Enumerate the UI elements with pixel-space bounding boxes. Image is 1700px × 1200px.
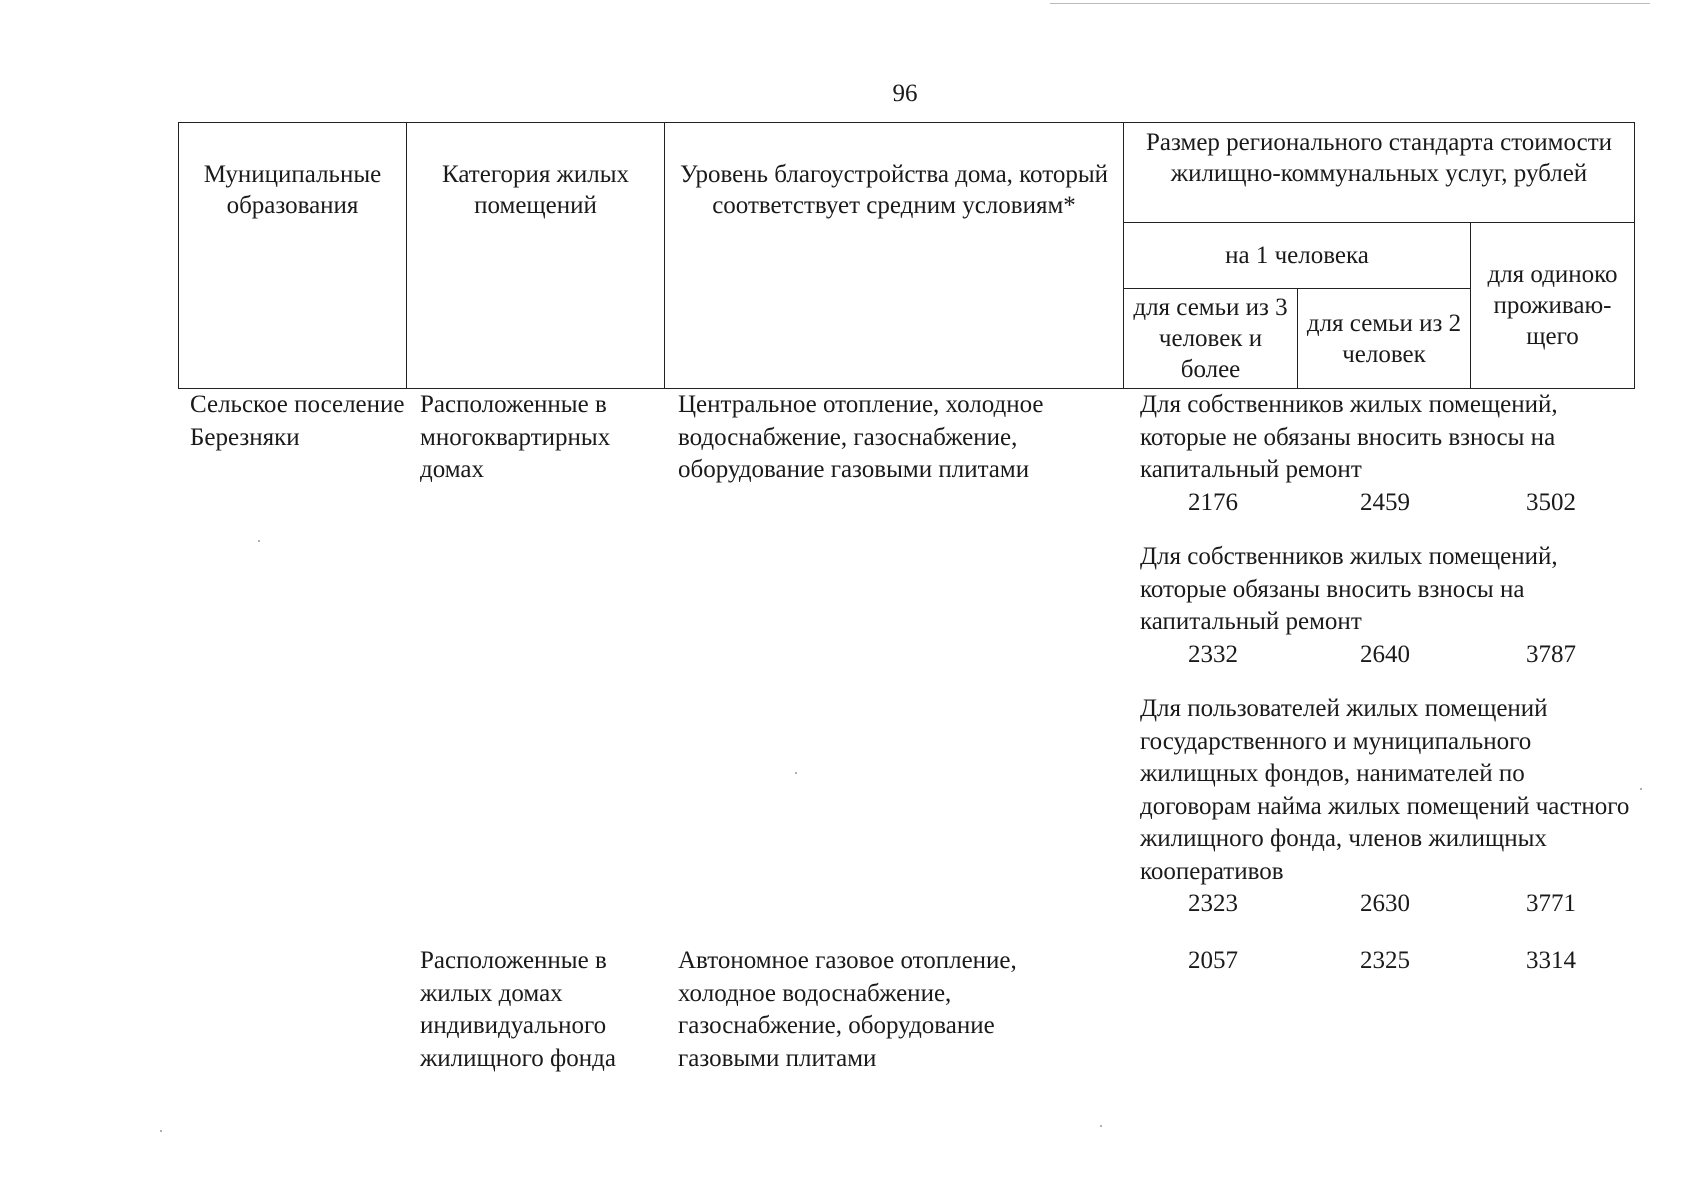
scan-edge-line [1050,3,1650,4]
scan-speck [258,540,260,542]
value-family-3: 2323 [1188,890,1238,917]
value-single: 3787 [1526,640,1576,668]
group-note: Для пользователей жилых помещений государственного и муниципального жилищных фондов, нанимателей по договорам найма жилых помещений частного жилищного фонда, членов жилищных кооперативов [1140,695,1630,885]
group-note: Для собственников жилых помещений, которые не обязаны вносить взносы на капитальный ремонт [1140,391,1558,483]
value-family-2: 2630 [1360,890,1410,917]
header-per-person: на 1 человека [1124,223,1471,289]
group-values [1140,487,1630,519]
row-1-category: Расположенные в многоквартирных домах [420,391,611,483]
value-family-3: 2176 [1188,488,1238,516]
value-family-2: 2459 [1360,488,1410,516]
group-values [1140,945,1630,977]
scan-speck [795,772,797,774]
scan-speck [1640,788,1642,790]
row-2-level: Автономное газовое отопление, холодное водоснабжение, газоснабжение, оборудование газовыми плитами [678,947,1017,1072]
header-level: Уровень благоустройства дома, который соответствует средним условиям* [665,123,1124,389]
row-1-group-3 [1140,693,1630,920]
scan-speck [1100,1125,1102,1127]
row-1-level: Центральное отопление, холодное водоснабжение, газоснабжение, оборудование газовыми плитами [678,391,1044,483]
value-single: 3314 [1526,947,1576,974]
row-2-values [1140,945,1630,977]
header-family-3: для семьи из 3 человек и более [1124,289,1298,389]
header-single: для одиноко проживаю-щего [1471,223,1635,389]
value-family-3: 2057 [1188,947,1238,974]
header-family-2: для семьи из 2 человек [1298,289,1471,389]
row-1-municipality: Сельское поселение Березняки [190,391,405,451]
value-family-3: 2332 [1188,640,1238,668]
row-1-group-1 [1140,389,1630,519]
header-category: Категория жилых помещений [407,123,665,389]
value-family-2: 2640 [1360,640,1410,668]
value-single: 3502 [1526,488,1576,516]
row-1-group-2 [1140,541,1630,671]
table-header [178,122,1635,389]
group-values [1140,639,1630,671]
value-family-2: 2325 [1360,947,1410,974]
header-municipalities: Муниципальные образования [179,123,407,389]
page-number: 96 [892,80,918,107]
group-values [1140,888,1630,920]
header-standard: Размер регионального стандарта стоимости жилищно-коммунальных услуг, рублей [1124,123,1635,223]
scan-speck [160,1130,162,1132]
row-2-category: Расположенные в жилых домах индивидуального жилищного фонда [420,947,616,1072]
group-note: Для собственников жилых помещений, которые обязаны вносить взносы на капитальный ремонт [1140,543,1558,635]
value-single: 3771 [1526,890,1576,917]
